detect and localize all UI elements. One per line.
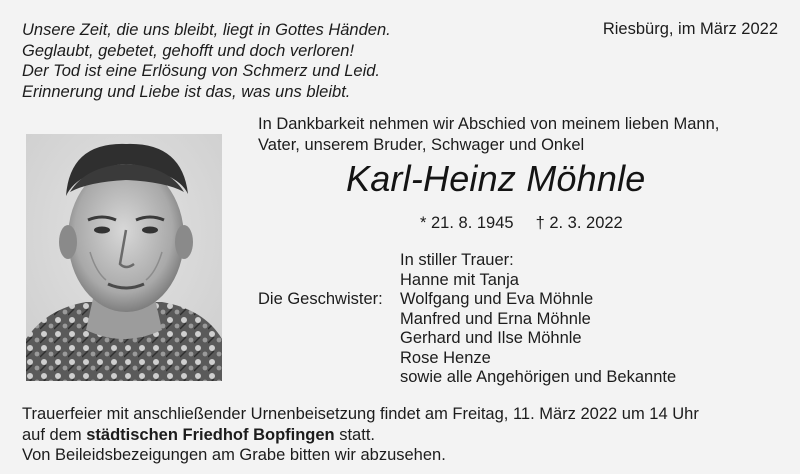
portrait-photo — [26, 134, 222, 381]
mourners-line: In stiller Trauer: — [400, 251, 514, 269]
intro-line: In Dankbarkeit nehmen wir Abschied von meinem lieben Mann, — [258, 115, 720, 133]
funeral-info-line: Von Beileidsbezeigungen am Grabe bitten wir abzusehen. — [22, 446, 446, 464]
siblings-list — [400, 290, 676, 388]
poem-line: Unsere Zeit, die uns bleibt, liegt in Gottes Händen. — [22, 21, 391, 39]
deceased-name: Karl-Heinz Möhnle — [346, 158, 646, 199]
death-date: † 2. 3. 2022 — [535, 214, 623, 232]
poem-line: Geglaubt, gebetet, gehofft und doch verloren! — [22, 41, 355, 60]
funeral-info-line — [22, 425, 699, 446]
sibling-entry: Manfred und Erna Möhnle — [400, 309, 591, 328]
footer-text: statt. — [334, 425, 375, 444]
poem — [22, 20, 391, 102]
place-date: Riesbürg, im März 2022 — [602, 20, 778, 38]
sibling-entry: Rose Henze — [400, 348, 491, 367]
intro-text — [258, 114, 778, 156]
funeral-info — [22, 404, 699, 466]
mourners — [400, 251, 519, 290]
poem-line: Der Tod ist eine Erlösung von Schmerz und Leid. — [22, 62, 381, 80]
sibling-entry: sowie alle Angehörigen und Bekannte — [400, 368, 677, 386]
mourners-line: Hanne mit Tanja — [400, 270, 519, 289]
siblings-label: Die Geschwister: — [258, 290, 383, 308]
life-dates — [420, 214, 645, 233]
poem-line: Erinnerung und Liebe ist das, was uns bleibt. — [22, 82, 351, 101]
footer-text: auf dem — [22, 425, 87, 444]
funeral-info-line: Trauerfeier mit anschließender Urnenbeisetzung findet am Freitag, 11. März 2022 um 14 Uhr — [22, 405, 699, 423]
sibling-entry: Gerhard und Ilse Möhnle — [400, 329, 582, 347]
birth-date: * 21. 8. 1945 — [420, 214, 514, 232]
intro-line: Vater, unserem Bruder, Schwager und Onkel — [258, 136, 585, 154]
cemetery-name: städtischen Friedhof Bopfingen — [86, 425, 335, 444]
sibling-entry: Wolfgang und Eva Möhnle — [400, 290, 594, 308]
